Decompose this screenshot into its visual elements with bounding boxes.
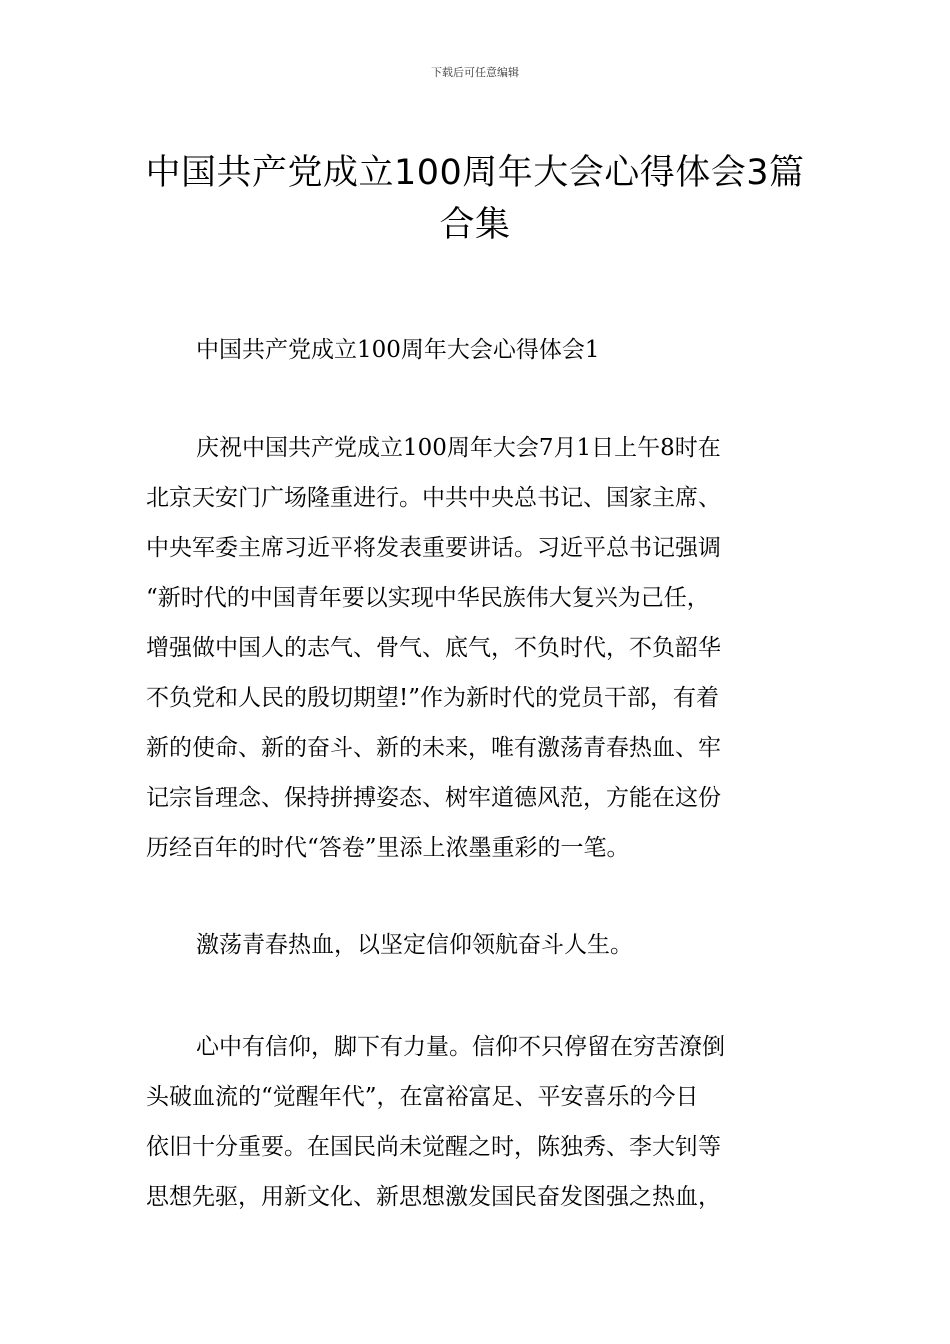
title-line-1: 中国共产党成立100周年大会心得体会3篇 <box>145 153 805 194</box>
paragraph-line: 历经百年的时代“答卷”里添上浓墨重彩的一笔。 <box>146 835 630 861</box>
paragraph-line: 新的使命、新的奋斗、新的未来，唯有激荡青春热血、牢 <box>146 735 721 761</box>
paragraph-line: 记宗旨理念、保持拼搏姿态、树牢道德风范，方能在这份 <box>146 785 721 811</box>
paragraph-line: 北京天安门广场隆重进行。中共中央总书记、国家主席、 <box>146 485 721 511</box>
paragraph-line: 心中有信仰，脚下有力量。信仰不只停留在穷苦潦倒 <box>196 1034 725 1060</box>
paragraph-line: 激荡青春热血，以坚定信仰领航奋斗人生。 <box>196 932 633 958</box>
paragraph-line: 不负党和人民的殷切期望!”作为新时代的党员干部，有着 <box>146 685 720 711</box>
section-heading: 中国共产党成立100周年大会心得体会1 <box>196 337 600 363</box>
paragraph-line: 头破血流的“觉醒年代”，在富裕富足、平安喜乐的今日 <box>146 1084 699 1110</box>
paragraph-1 <box>146 423 826 873</box>
header-note: 下载后可任意编辑 <box>431 66 519 79</box>
paragraph-3 <box>146 1022 826 1222</box>
paragraph-line: 思想先驱，用新文化、新思想激发国民奋发图强之热血， <box>146 1184 721 1210</box>
paragraph-line: 增强做中国人的志气、骨气、底气，不负时代，不负韶华 <box>146 635 721 661</box>
paragraph-line: 中央军委主席习近平将发表重要讲话。习近平总书记强调 <box>146 535 721 561</box>
paragraph-line: 庆祝中国共产党成立100周年大会7月1日上午8时在 <box>196 435 721 461</box>
paragraph-line: “新时代的中国青年要以实现中华民族伟大复兴为己任， <box>146 585 710 611</box>
paragraph-2 <box>146 920 826 970</box>
paragraph-line: 依旧十分重要。在国民尚未觉醒之时，陈独秀、李大钊等 <box>146 1134 721 1160</box>
title-line-2: 合集 <box>439 205 511 246</box>
document-title <box>140 147 810 251</box>
